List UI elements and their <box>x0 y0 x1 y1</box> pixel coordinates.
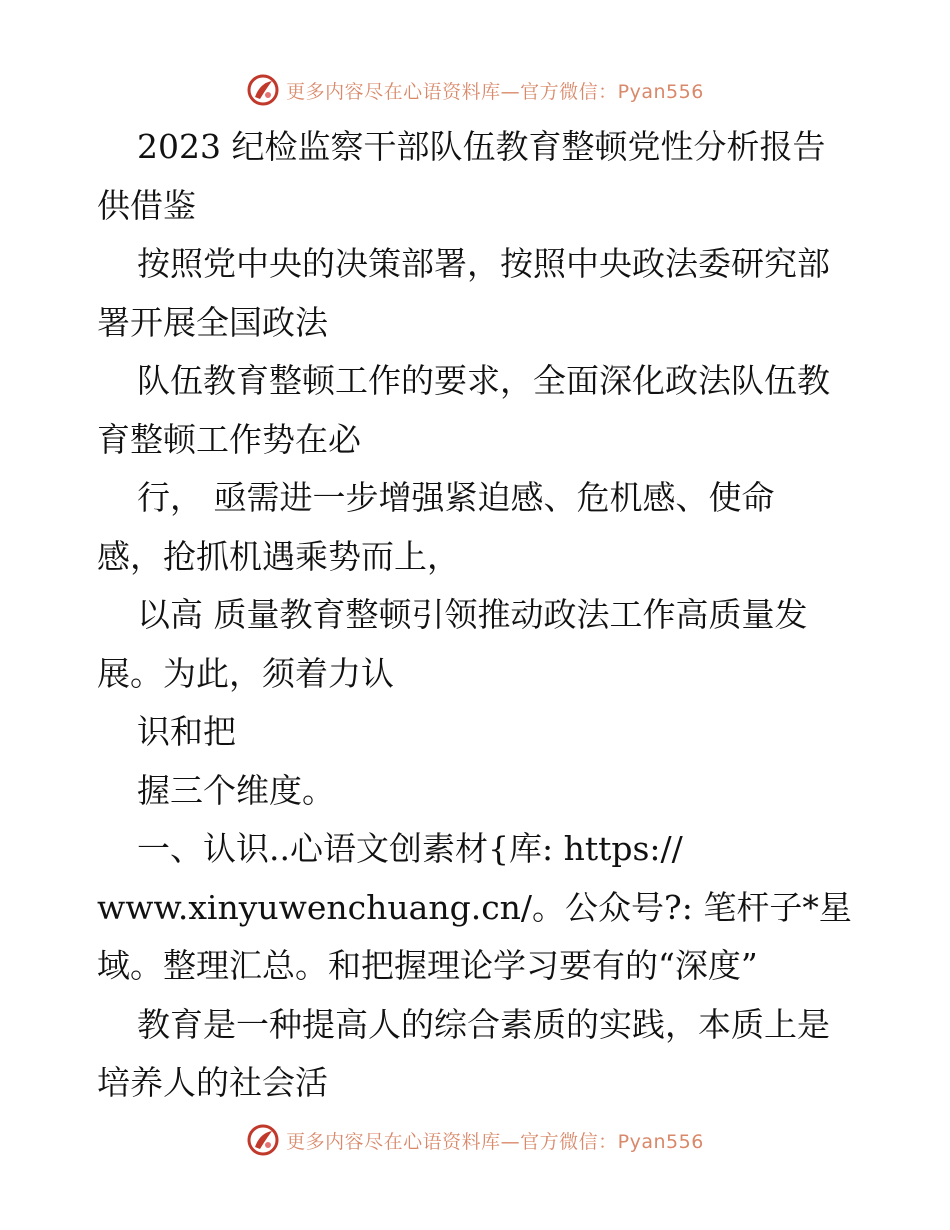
header-watermark <box>0 70 950 110</box>
text-line: 队伍教育整顿工作的要求，全面深化政法队伍教 <box>137 361 830 400</box>
text-line: 感，抢抓机遇乘势而上， <box>97 536 460 576</box>
text-line: 一、认识..心语文创素材{库: https:// <box>137 829 683 868</box>
watermark-text: 更多内容尽在心语资料库—官方微信：Pyan556 <box>286 80 704 103</box>
footer-watermark <box>0 1120 950 1160</box>
text-line: 握三个维度。 <box>137 770 335 810</box>
text-line: 识和把 <box>137 712 236 751</box>
text-line: 以高 质量教育整顿引领推动政法工作高质量发 <box>137 595 808 634</box>
text-line: 2023 纪检监察干部队伍教育整顿党性分析报告 <box>137 127 826 166</box>
text-line: 按照党中央的决策部署，按照中央政法委研究部 <box>137 244 830 283</box>
text-line: 教育是一种提高人的综合素质的实践，本质上是 <box>137 1004 830 1044</box>
text-line: 域。整理汇总。和把握理论学习要有的“深度” <box>97 946 758 985</box>
text-line: 行， 亟需进一步增强紧迫感、危机感、使命 <box>137 478 775 517</box>
text-line: www.xinyuwenchuang.cn/。公众号?: 笔杆子*星 <box>97 887 852 927</box>
text-line: 展。为此，须着力认 <box>97 653 394 693</box>
text-line: 署开展全国政法 <box>97 302 328 342</box>
brush-logo-icon <box>246 1123 280 1157</box>
text-line: 培养人的社会活 <box>97 1063 328 1102</box>
watermark-text: 更多内容尽在心语资料库—官方微信：Pyan556 <box>286 1130 704 1153</box>
text-line: 供借鉴 <box>97 185 196 225</box>
document-body <box>97 118 857 1113</box>
brush-logo-icon <box>246 73 280 107</box>
text-line: 育整顿工作势在必 <box>97 419 361 459</box>
